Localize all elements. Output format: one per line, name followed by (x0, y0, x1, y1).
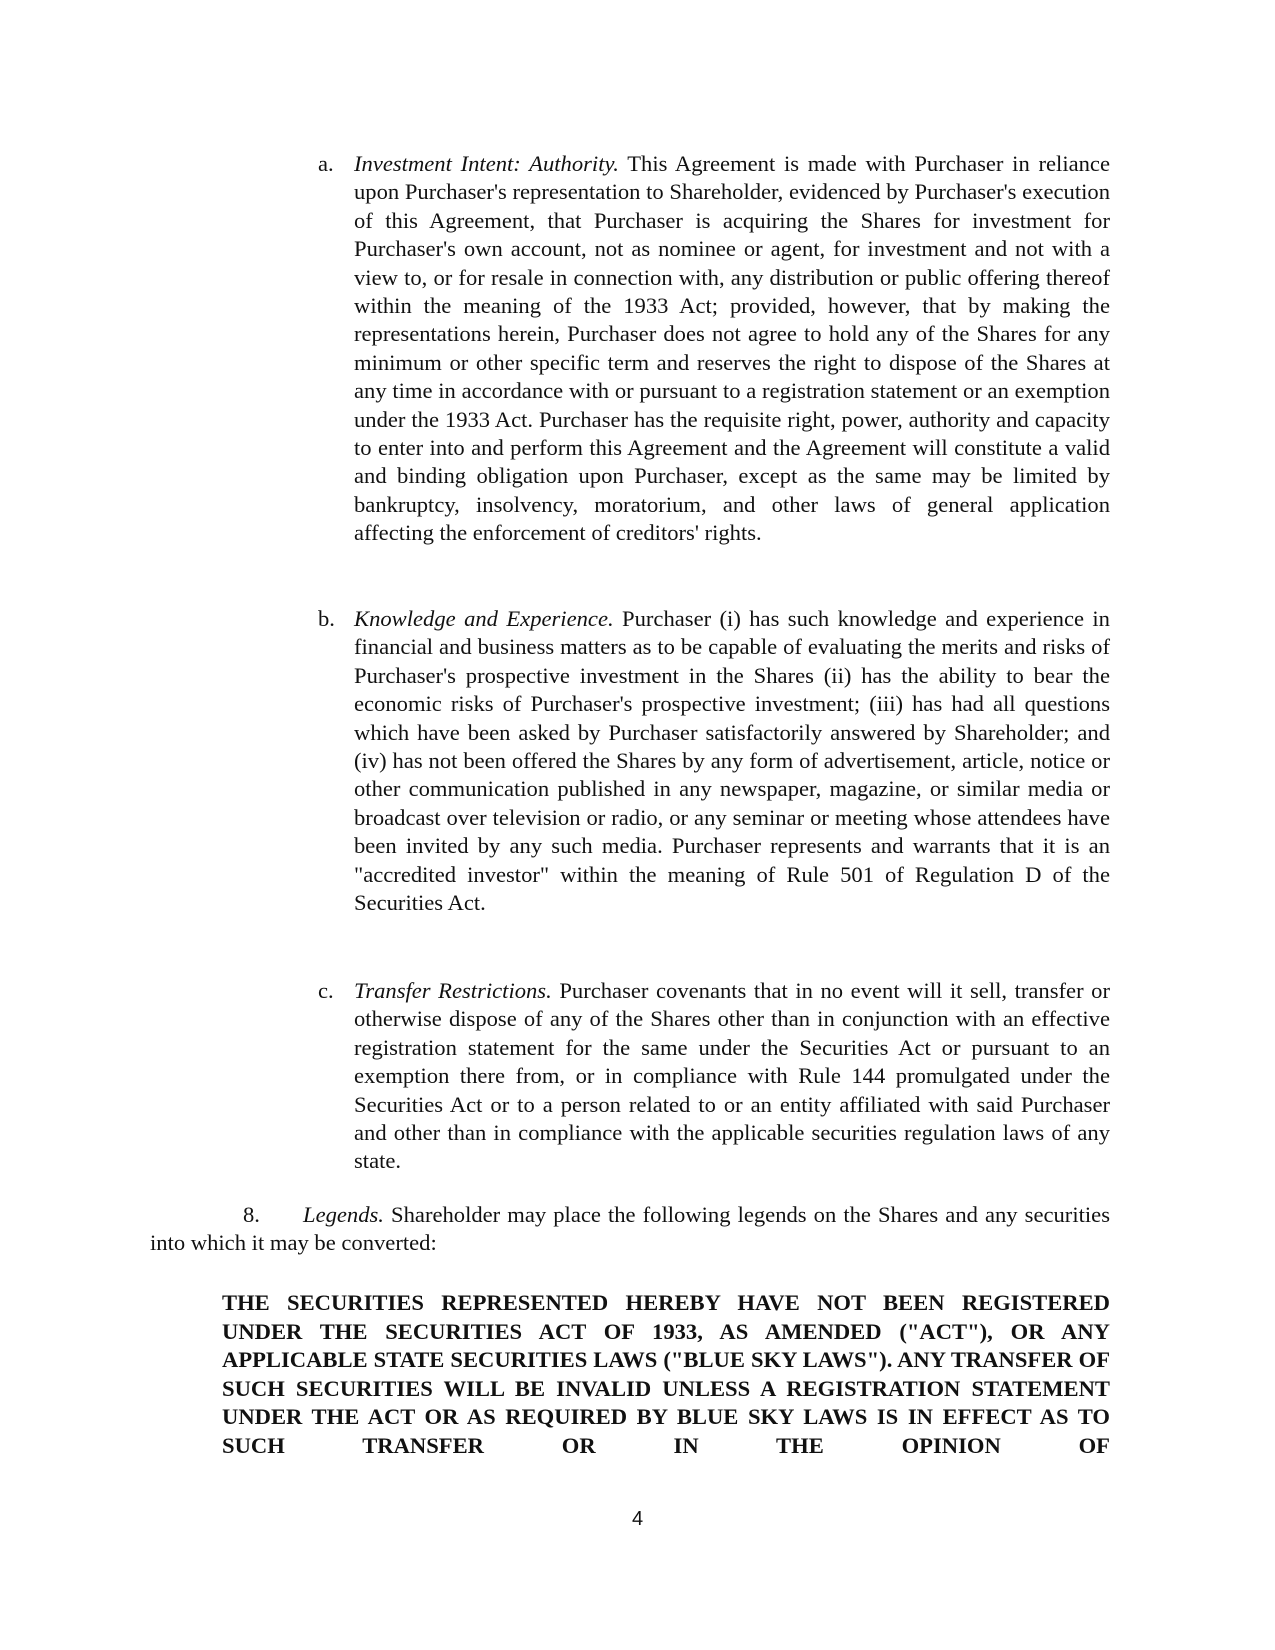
clause-b-heading: Knowledge and Experience. (354, 606, 614, 631)
clause-c-heading: Transfer Restrictions. (354, 978, 552, 1003)
clause-b-letter: b. (318, 606, 335, 631)
clause-c-letter: c. (318, 978, 334, 1003)
clause-b-body (354, 605, 1110, 917)
section-8-text: Shareholder may place the following legends on the Shares and any securities into which it may be converted: (150, 1202, 1110, 1256)
section-8-heading: Legends. (303, 1202, 384, 1227)
clause-b-text: Purchaser (i) has such knowledge and experience in financial and business matters as to be capable of evaluating the merits and risks of Purchaser's prospective investment in the Shares (ii) has the ability to bear the economic risks of Purchaser's prospective investment; (iii) has had all questions which have been asked by Purchaser satisfactorily answered by Shareholder; and (iv) has not been offered the Shares by any form of advertisement, article, notice or other communication published in any newspaper, magazine, or similar media or broadcast over television or radio, or any seminar or meeting whose attendees have been invited by any such media. Purchaser represents and warrants that it is an "accredited investor" within the meaning of Rule 501 of Regulation D of the Securities Act. (354, 606, 1110, 916)
section-8-number: 8. (243, 1202, 260, 1227)
clause-c-body (354, 977, 1110, 1176)
clause-a (318, 150, 1110, 548)
clause-a-body (354, 150, 1110, 548)
clause-a-letter: a. (318, 151, 334, 176)
securities-legend: THE SECURITIES REPRESENTED HEREBY HAVE NOT BEEN REGISTERED UNDER THE SECURITIES ACT OF 1933, AS AMENDED ("ACT"), OR ANY APPLICABLE STATE SECURITIES LAWS ("BLUE SKY LAWS"). ANY TRANSFER OF SUCH SECURITIES WILL BE INVALID UNLESS A REGISTRATION STATEMENT UNDER THE ACT OR AS REQUIRED BY BLUE SKY LAWS IS IN EFFECT AS TO SUCH TRANSFER OR IN THE OPINION OF (222, 1290, 1110, 1458)
page-number: 4 (631, 1508, 644, 1530)
clause-b (318, 605, 1110, 917)
clause-a-heading: Investment Intent: Authority. (354, 151, 619, 176)
clause-c-text: Purchaser covenants that in no event will it sell, transfer or otherwise dispose of any of the Shares other than in conjunction with an effective registration statement for the same under the Securities Act or pursuant to an exemption there from, or in compliance with Rule 144 promulgated under the Securities Act or to a person related to or an entity affiliated with said Purchaser and other than in compliance with the applicable securities regulation laws of any state. (354, 978, 1110, 1174)
clause-c (318, 977, 1110, 1176)
clause-a-text: This Agreement is made with Purchaser in reliance upon Purchaser's representation to Shareholder, evidenced by Purchaser's execution of this Agreement, that Purchaser is acquiring the Shares for investment for Purchaser's own account, not as nominee or agent, for investment and not with a view to, or for resale in connection with, any distribution or public offering thereof within the meaning of the 1933 Act; provided, however, that by making the representations herein, Purchaser does not agree to hold any of the Shares for any minimum or other specific term and reserves the right to dispose of the Shares at any time in accordance with or pursuant to a registration statement or an exemption under the 1933 Act. Purchaser has the requisite right, power, authority and capacity to enter into and perform this Agreement and the Agreement will constitute a valid and binding obligation upon Purchaser, except as the same may be limited by bankruptcy, insolvency, moratorium, and other laws of general application affecting the enforcement of creditors' rights. (354, 151, 1110, 546)
section-8 (150, 1201, 1110, 1258)
